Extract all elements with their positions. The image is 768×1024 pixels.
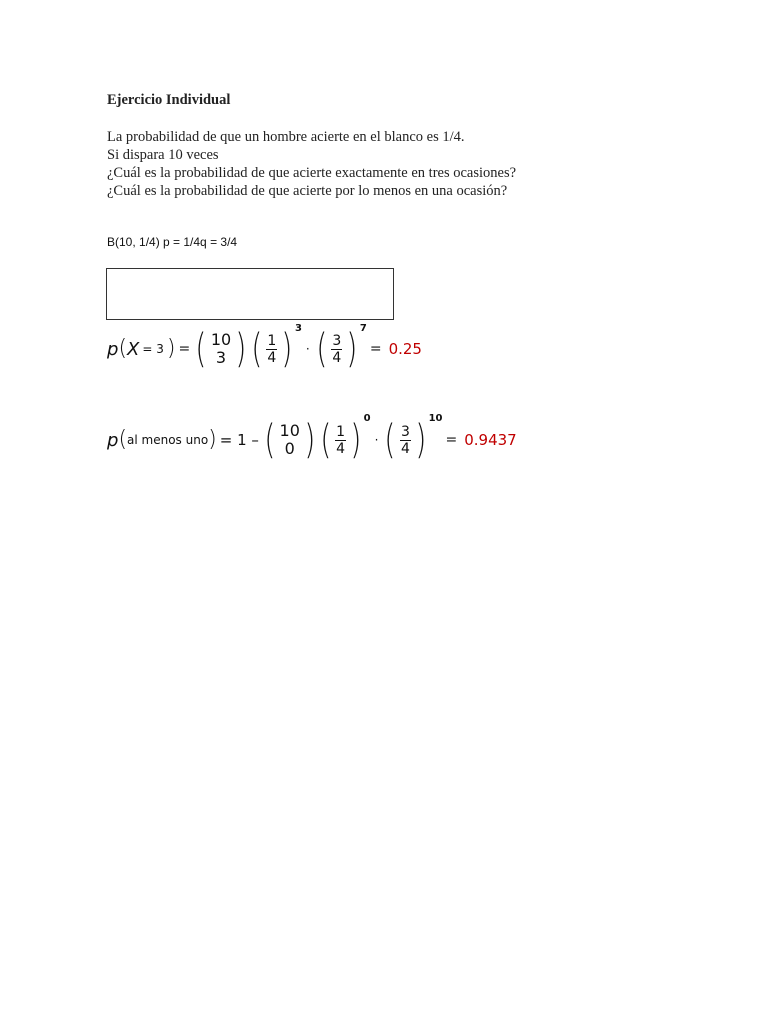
fraction-p [333, 425, 348, 456]
fraction-denominator: 4 [332, 349, 342, 366]
open-paren: ( [384, 417, 396, 463]
result-value: 0.25 [388, 340, 422, 358]
fraction-numerator: 3 [401, 423, 410, 440]
binom-bottom: 0 [284, 439, 295, 458]
open-paren: ( [319, 417, 331, 463]
multiply-dot: · [374, 433, 379, 447]
close-paren: ) [235, 326, 247, 372]
binom-top: 10 [279, 421, 300, 440]
fraction-denominator: 4 [401, 440, 410, 457]
one-minus: = 1 – [219, 431, 259, 449]
close-paren: ) [304, 417, 316, 463]
exponent: 0 [363, 413, 371, 424]
exponent: 3 [294, 323, 302, 334]
event-description: al menos uno [127, 433, 209, 447]
result-value: 0.9437 [464, 431, 517, 449]
prob-symbol: p [107, 429, 119, 451]
binom-bottom: 3 [215, 348, 227, 367]
equals-sign: = [178, 341, 191, 357]
exponent: 10 [428, 413, 443, 424]
random-variable: X [127, 338, 140, 360]
equation-at-least-one [107, 415, 517, 465]
close-paren: ) [415, 417, 427, 463]
paragraph-line: ¿Cuál es la probabilidad de que acierte por lo menos en una ocasión? [107, 183, 508, 199]
paragraph-line: Si dispara 10 veces [107, 147, 219, 163]
equation-exactly-three [107, 325, 422, 373]
fraction-denominator: 4 [336, 440, 346, 457]
binomial-parameters: B(10, 1/4) p = 1/4q = 3/4 [107, 235, 238, 249]
open-paren: ( [251, 326, 263, 372]
fraction-q [329, 334, 344, 365]
fraction-numerator: 1 [267, 332, 277, 349]
open-paren: ( [118, 427, 128, 452]
fraction-p [264, 334, 279, 365]
close-paren: ) [346, 326, 358, 372]
inner-equality: = 3 [142, 342, 164, 356]
binomial-coefficient [278, 422, 302, 458]
paragraph-line: ¿Cuál es la probabilidad de que acierte exactamente en tres ocasiones? [107, 165, 517, 181]
empty-text-box [106, 268, 394, 320]
exercise-title: Ejercicio Individual [107, 92, 231, 108]
exponent: 7 [359, 323, 367, 334]
close-paren: ) [208, 427, 217, 452]
binom-top: 10 [210, 330, 232, 349]
close-paren: ) [281, 326, 293, 372]
fraction-numerator: 3 [332, 332, 342, 349]
equals-sign: = [369, 341, 382, 357]
multiply-dot: · [305, 342, 310, 356]
binomial-coefficient [209, 331, 233, 367]
paragraph-line: La probabilidad de que un hombre acierte en el blanco es 1/4. [107, 129, 465, 145]
fraction-denominator: 4 [267, 349, 277, 366]
open-paren: ( [195, 326, 207, 372]
equals-sign: = [445, 432, 458, 448]
problem-statement [107, 128, 516, 200]
prob-symbol: p [107, 338, 119, 360]
fraction-numerator: 1 [336, 423, 346, 440]
open-paren: ( [118, 336, 128, 361]
open-paren: ( [316, 326, 328, 372]
fraction-q [398, 425, 413, 456]
open-paren: ( [264, 417, 276, 463]
close-paren: ) [350, 417, 362, 463]
close-paren: ) [166, 336, 176, 361]
